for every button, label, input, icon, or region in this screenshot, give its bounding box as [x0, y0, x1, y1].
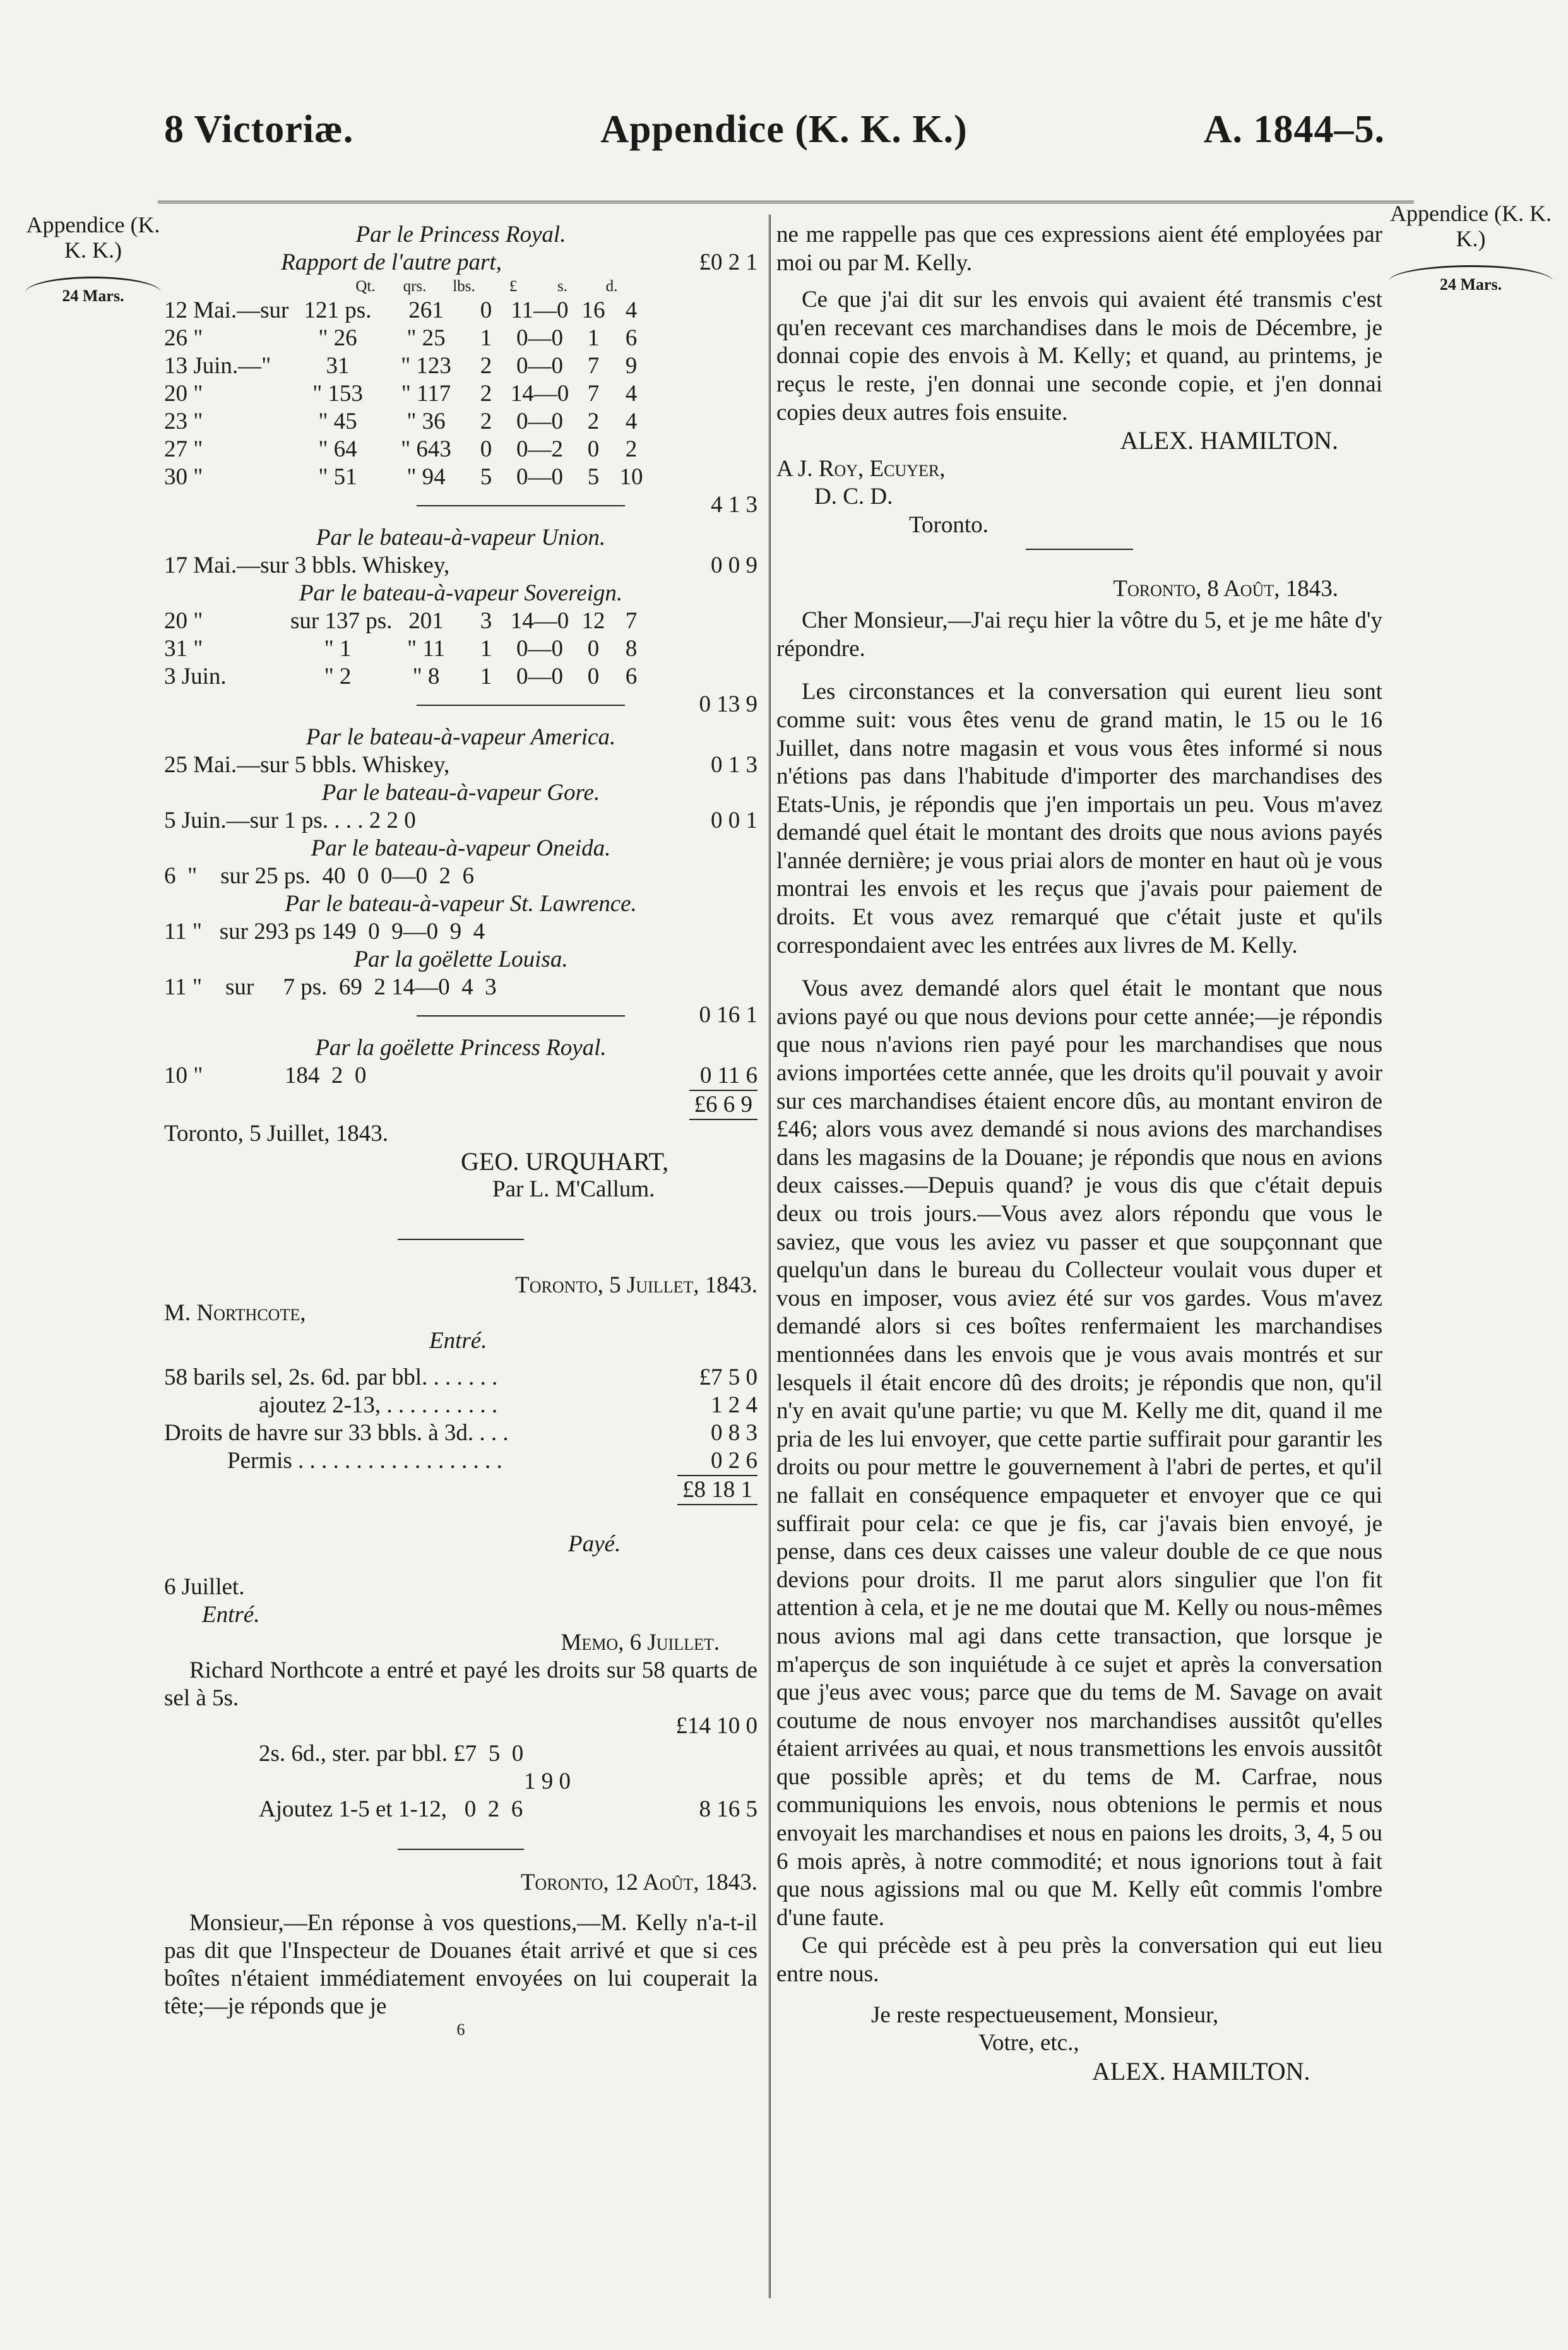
letter-open: Monsieur,—En réponse à vos questions,—M. Kelly n'a-t-il pas dit que l'Inspecteur de Douanes était arrivé et que si ces boîtes n'étaient immédiatement envoyées on lui couperait la tête;—je réponds que je [164, 1910, 757, 2019]
item-row [164, 1419, 757, 1447]
princess-row-cell: 26 " [164, 325, 203, 351]
report-amount: £0 2 1 [699, 249, 757, 275]
sovereign-row [164, 635, 757, 663]
right-column [776, 221, 1382, 2085]
unit-qt: Qt. [355, 278, 376, 295]
calc3: Ajoutez 1-5 et 1-12, 0 2 6 [259, 1796, 523, 1822]
princess-row-cell: 5 [587, 464, 600, 490]
item-label: Permis . . . . . . . . . . . . . . . . . . [227, 1448, 502, 1474]
sovereign-row-cell: 12 [581, 608, 605, 634]
sovereign-row-cell: 20 " [164, 608, 203, 634]
princess-row-cell: 12 Mai.—sur [164, 297, 289, 323]
header-title: Appendice (K. K. K.) [600, 108, 968, 151]
report-label: Rapport de l'autre part, [281, 249, 502, 275]
items-total: £8 18 1 [677, 1475, 757, 1505]
sovereign-table [164, 607, 757, 691]
gore-title: Par le bateau-à-vapeur Gore. [321, 780, 600, 806]
princess-row-cell: 2 [480, 409, 492, 434]
sovereign-row-cell: 201 [408, 608, 444, 634]
gore-line: 5 Juin.—sur 1 ps. . . . 2 2 0 [164, 808, 416, 833]
unit-lbs: lbs. [453, 278, 475, 295]
signature-par: Par L. M'Callum. [492, 1176, 655, 1202]
signature-hamilton-2: ALEX. HAMILTON. [1092, 2056, 1310, 2085]
letter-date: Toronto, 8 Août, 1843. [1113, 575, 1338, 602]
princess-row-cell: 261 [408, 297, 444, 323]
entre: Entré. [429, 1328, 487, 1354]
sovereign-row-cell: 3 Juin. [164, 664, 227, 689]
calc1: 2s. 6d., ster. par bbl. £7 5 0 [259, 1741, 524, 1767]
princess-row-cell: " 643 [401, 436, 451, 462]
lawrence-row [164, 918, 757, 946]
princess-title: Par le Princess Royal. [355, 222, 566, 248]
princess-row [164, 352, 757, 380]
sovereign-row-cell: 0—0 [516, 636, 563, 662]
goelette-title: Par la goëlette Princess Royal. [315, 1035, 607, 1061]
sovereign-row-cell: 1 [480, 636, 492, 662]
princess-row-cell: 4 [625, 297, 638, 323]
princess-total-row [164, 491, 757, 519]
juillet: 6 Juillet. [164, 1574, 245, 1600]
item-label: ajoutez 2-13, . . . . . . . . . . [259, 1392, 498, 1418]
america-amount: 0 1 3 [711, 752, 757, 778]
sovereign-row-cell: 14—0 [510, 608, 569, 634]
america-line: 25 Mai.—sur 5 bbls. Whiskey, [164, 752, 450, 778]
union-title: Par le bateau-à-vapeur Union. [316, 525, 606, 551]
sovereign-row-cell: 0—0 [516, 664, 563, 689]
princess-table [164, 297, 757, 491]
items-table [164, 1364, 757, 1475]
princess-row-cell: 30 " [164, 464, 203, 490]
princess-row-cell: 0 [480, 436, 492, 462]
item-amount: 1 2 4 [711, 1392, 757, 1418]
closing-1: Je reste respectueusement, Monsieur, [871, 2001, 1219, 2028]
princess-row-cell: 7 [587, 353, 600, 379]
sovereign-row-cell: 0 [587, 636, 600, 662]
unit-qrs: qrs. [403, 278, 427, 295]
item-row [164, 1447, 757, 1475]
princess-row-cell: 6 [625, 325, 638, 351]
princess-row [164, 408, 757, 436]
union-line: 17 Mai.—sur 3 bbls. Whiskey, [164, 552, 450, 578]
sovereign-row-cell: " 2 [324, 664, 352, 689]
date3: Toronto, 12 Août, 1843. [520, 1870, 757, 1895]
princess-row-cell: " 153 [312, 381, 363, 407]
princess-row-cell: 121 ps. [304, 297, 372, 323]
memo: Memo, 6 Juillet. [561, 1630, 720, 1655]
sovereign-total-row [164, 691, 757, 719]
oneida-title: Par le bateau-à-vapeur Oneida. [311, 835, 611, 861]
addressee: M. Northcote, [164, 1300, 306, 1326]
princess-row-cell: " 64 [318, 436, 357, 462]
sovereign-row-cell: 1 [480, 664, 492, 689]
princess-row-cell: 5 [480, 464, 492, 490]
paragraph-1: Ce que j'ai dit sur les envois qui avaient été transmis c'est qu'en recevant ces marchandises dans le mois de Décembre, je donnai copie des envois à M. Kelly; et quand, au printems, je reçus le reste, j'en donnai une seconde copie, et j'en donnai copies deux autres fois ensuite. [776, 287, 1382, 426]
oneida-line: 6 " sur 25 ps. 40 0 0—0 2 6 [164, 863, 474, 889]
salutation: Cher Monsieur,—J'ai reçu hier la vôtre du 5, et je me hâte d'y répondre. [776, 607, 1382, 662]
sovereign-row-cell: " 8 [412, 664, 440, 689]
america-title: Par le bateau-à-vapeur America. [306, 724, 616, 750]
princess-row [164, 463, 757, 491]
gore-row [164, 807, 757, 835]
america-row [164, 751, 757, 779]
margin-right [1389, 201, 1553, 297]
princess-row-cell: 0—0 [516, 409, 563, 434]
margin-left-date: 24 Mars. [25, 277, 161, 309]
margin-left [25, 212, 161, 309]
princess-row-cell: 31 [326, 353, 350, 379]
unit-pound: £ [509, 278, 518, 295]
princess-row-cell: 4 [625, 409, 638, 434]
princess-row-cell: 13 Juin.—" [164, 353, 271, 379]
unit-d: d. [605, 278, 618, 295]
unit-s: s. [557, 278, 567, 295]
grand-total: £6 6 9 [689, 1090, 758, 1120]
sovereign-row-cell: 6 [625, 664, 638, 689]
princess-row-cell: 27 " [164, 436, 203, 462]
princess-row [164, 380, 757, 408]
goelette-line: 10 " 184 2 0 [164, 1063, 367, 1089]
louisa-title: Par la goëlette Louisa. [353, 946, 568, 972]
sovereign-row [164, 663, 757, 691]
princess-row-cell: 0 [480, 297, 492, 323]
item-amount: 0 8 3 [711, 1420, 757, 1446]
princess-row-cell: " 117 [401, 381, 451, 407]
units-row [164, 277, 757, 297]
header-right: A. 1844–5. [1203, 108, 1385, 151]
princess-row-cell: 0 [587, 436, 600, 462]
princess-row [164, 297, 757, 325]
calc2: 1 9 0 [524, 1768, 571, 1794]
item-amount: £7 5 0 [699, 1364, 757, 1390]
louisa-line: 11 " sur 7 ps. 69 2 14—0 4 3 [164, 974, 497, 1000]
princess-row-cell: 9 [625, 353, 638, 379]
column-divider [769, 215, 771, 2298]
sovereign-row-cell: 31 " [164, 636, 203, 662]
princess-row-cell: 16 [581, 297, 605, 323]
left-column [164, 221, 757, 2039]
signature-urquhart: GEO. URQUHART, [461, 1147, 669, 1176]
calc-total: 8 16 5 [699, 1796, 757, 1822]
memo-text: Richard Northcote a entré et payé les droits sur 58 quarts de sel à 5s. [164, 1657, 757, 1711]
sovereign-row-cell: 7 [625, 608, 638, 634]
margin-left-label: Appendice (K. K. K.) [26, 212, 160, 263]
sovereign-row-cell: 8 [625, 636, 638, 662]
princess-total: 4 1 3 [711, 492, 757, 518]
sovereign-row-cell: " 11 [407, 636, 445, 662]
princess-row [164, 436, 757, 463]
oneida-row [164, 862, 757, 890]
signature-hamilton-1: ALEX. HAMILTON. [1120, 426, 1338, 455]
union-row [164, 552, 757, 580]
toronto-date: Toronto, 5 Juillet, 1843. [164, 1121, 389, 1147]
sovereign-row-cell: 3 [480, 608, 492, 634]
address-line-3: Toronto. [909, 511, 989, 538]
grand-total-row [164, 1090, 757, 1120]
entre2: Entré. [202, 1602, 260, 1628]
paragraph-3: Vous avez demandé alors quel était le montant que nous avions payé ou que nous devions pour cette année;—je répondis que nous n'avions rien payé pour les marchandises que nous avions importées cette année, que les droits qu'il pouvait y avoir sur ces marchandises étaient encore dûs, au montant environ de £46; alors vous avez demandé si nous avions des marchandises dans les magasins de la Douane; je répondis que nous en avions deux caisses.—Depuis quand? je vous dis que c'était depuis deux ou trois jours.—Vous avez alors répondu que vous le saviez, que vous les aviez vu passer et que soupçonnant que quelqu'un dans le bureau du Collecteur voulait vous duper et vous en imposer, vous aviez été sur vos gardes. Vous m'avez demandé alors si ces boîtes renfermaient les marchandises mentionnées dans les envois que je vous avais montrés et sur lesquels il était encore dû des droits; je répondis que non, qu'il n'y en avait qu'une partie; vu que M. Kelly me dit, quand il me pria de les lui envoyer, que cette partie suffirait pour garantir les droits ou pour mettre le gouvernement à l'abri de pertes, et qu'il ne fallait en conséquence empaqueter et envoyer que ce qui suffirait pour cela: ce que je fis, car j'avais bien envoyé, je pense, dans ces deux caisses une valeur double de ce que nous devions pour droits. Il me parut alors singulier que l'on fit attention à cela, et je ne me doutai que M. Kelly ou nous-mêmes nous avions mal agi dans cette transaction, que lorsque je m'aperçus de son inquiétude à ce sujet et après la conversation que j'eus avec vous; parce que du tems de M. Savage on avait coutume de nous envoyer nos marchandises aussitôt qu'elles étaient arrivées au quai, et nous transmettions les envois aussitôt que possible après; et du tems de M. Carfrae, nous communiquions les envois, nous obtenions le permis et nous envoyait les marchandises et nous en paions les droits, 3, 4, 5 ou 6 mois après, à notre commodité; et nous ignorions tout à fait que nous agissions mal ou que M. Kelly eût commis l'ombre d'une faute. [776, 975, 1382, 1931]
sovereign-row [164, 607, 757, 635]
princess-row-cell: 20 " [164, 381, 203, 407]
goelette-amount: 0 11 6 [699, 1063, 757, 1089]
princess-row-cell: " 26 [318, 325, 357, 351]
princess-row-cell: 0—2 [516, 436, 563, 462]
goelette-row [164, 1062, 757, 1090]
address-line-1: A J. Roy, Ecuyer, [776, 455, 946, 482]
gore-amount: 0 0 1 [711, 808, 757, 833]
princess-row-cell: 2 [625, 436, 638, 462]
princess-row-cell: 1 [587, 325, 600, 351]
princess-row-cell: " 94 [407, 464, 446, 490]
princess-row-cell: " 36 [407, 409, 446, 434]
princess-row-cell: 0—0 [516, 464, 563, 490]
paragraph-2: Les circonstances et la conversation qui eurent lieu sont comme suit: vous êtes venu de grand matin, le 15 ou le 16 Juillet, dans notre magasin et vous vous êtes informé si nous n'étions pas dans l'habitude d'importer des marchandises des Etats-Unis, je répondis que j'en importais un peu. Vous m'avez demandé quel était le montant des droits que nous avions payés l'année dernière; je vous priai alors de monter en haut où je vous montrai les envois et les reçus que j'avais pour paiement de droits. Et vous avez remarqué que c'était juste et qu'ils correspondaient avec les entrées aux livres de M. Kelly. [776, 679, 1382, 958]
address-line-2: D. C. D. [814, 484, 893, 510]
continuation: ne me rappelle pas que ces expressions aient été employées par moi ou par M. Kelly. [776, 222, 1382, 276]
sovereign-title: Par le bateau-à-vapeur Sovereign. [299, 580, 623, 606]
princess-row-cell: 2 [587, 409, 600, 434]
princess-row-cell: " 45 [318, 409, 357, 434]
memo-amount: £14 10 0 [675, 1713, 757, 1739]
princess-row-cell: 2 [480, 381, 492, 407]
princess-row-cell: " 51 [318, 464, 357, 490]
page-number: 6 [456, 2020, 465, 2039]
calc3-row [164, 1796, 757, 1823]
header-left: 8 Victoriæ. [164, 108, 354, 151]
princess-row-cell: 11—0 [511, 297, 569, 323]
item-label: Droits de havre sur 33 bbls. à 3d. . . . [164, 1420, 509, 1446]
sovereign-total: 0 13 9 [699, 691, 757, 717]
paragraph-4: Ce qui précède est à peu près la conversation qui eut lieu entre nous. [776, 1933, 1382, 1988]
princess-row-cell: 0—0 [516, 353, 563, 379]
items-total-row [164, 1475, 757, 1505]
lawrence-line: 11 " sur 293 ps 149 0 9—0 9 4 [164, 919, 485, 945]
sovereign-row-cell: sur 137 ps. [290, 608, 393, 634]
date2: Toronto, 5 Juillet, 1843. [515, 1272, 757, 1298]
princess-row-cell: 1 [480, 325, 492, 351]
princess-row-cell: " 123 [401, 353, 451, 379]
paye: Payé. [568, 1531, 621, 1557]
princess-row-cell: 2 [480, 353, 492, 379]
union-amount: 0 0 9 [711, 552, 757, 578]
closing-2: Votre, etc., [978, 2030, 1079, 2056]
header-rule [158, 201, 1414, 203]
report-row [164, 249, 757, 277]
louisa-total-row [164, 1001, 757, 1029]
item-label: 58 barils sel, 2s. 6d. par bbl. . . . . . . [164, 1364, 498, 1390]
louisa-row [164, 974, 757, 1001]
lawrence-title: Par le bateau-à-vapeur St. Lawrence. [285, 891, 637, 917]
princess-row-cell: 0—0 [516, 325, 563, 351]
margin-right-date: 24 Mars. [1389, 265, 1553, 297]
princess-row [164, 325, 757, 352]
princess-row-cell: 10 [619, 464, 643, 490]
princess-row-cell: 4 [625, 381, 638, 407]
item-row [164, 1392, 757, 1419]
princess-row-cell: 14—0 [510, 381, 569, 407]
louisa-total: 0 16 1 [699, 1002, 757, 1028]
princess-row-cell: 7 [587, 381, 600, 407]
princess-row-cell: 23 " [164, 409, 203, 434]
margin-right-label: Appendice (K. K. K.) [1390, 201, 1552, 251]
item-amount: 0 2 6 [711, 1448, 757, 1474]
princess-row-cell: " 25 [407, 325, 446, 351]
item-row [164, 1364, 757, 1392]
sovereign-row-cell: " 1 [324, 636, 352, 662]
sovereign-row-cell: 0 [587, 664, 600, 689]
